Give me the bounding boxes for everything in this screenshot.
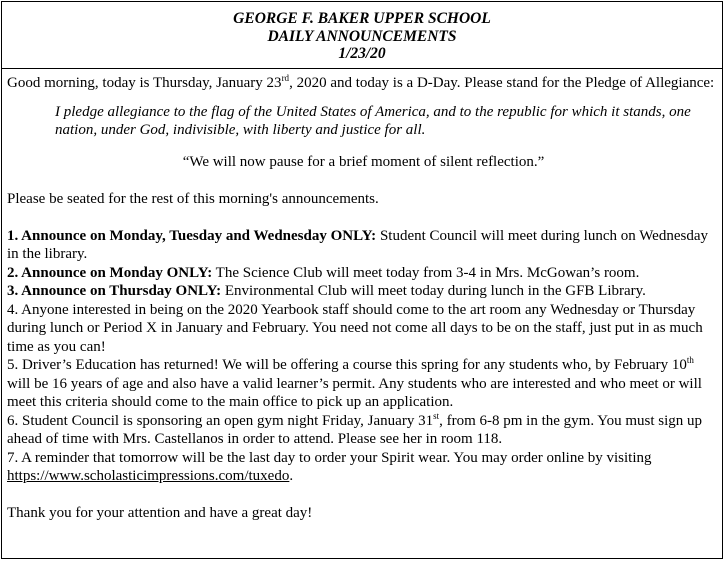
item-6-ordinal: st [433,410,440,421]
item-1-heading: 1. Announce on Monday, Tuesday and Wednesday ONLY: [7,227,377,244]
item-5-text: 5. Driver’s Education has returned! We will be offering a course this spring for any students who, by February 10 [7,357,687,373]
announcement-item-5 [7,356,720,412]
item-6-text-rest: , from 6-8 pm in the gym. You must sign up ahead of time with Mrs. Castellanos in order to attend. Please see her in room 118. [7,412,703,447]
seated-text: Please be seated for the rest of this morning's announcements. [7,190,379,207]
announcement-item-2 [7,264,720,283]
announcement-item-4: 4. Anyone interested in being on the 2020 Yearbook staff should come to the art room any Wednesday or Thursday during lunch or Period X in January and February. You need not come all days to be on the staff, just put in as much time as you can! [7,301,703,355]
announcement-item-1 [7,227,720,264]
intro-paragraph [7,74,720,93]
pledge-text: I pledge allegiance to the flag of the United States of America, and to the republic for which it stands, one nation, under God, indivisible, with liberty and justice for all. [55,103,691,138]
intro-ordinal: rd [281,73,290,83]
item-5-text-rest: will be 16 years of age and also have a valid learner’s permit. Any students who are interested and who meet or will meet this criteria should come to the main office to pick up an application. [7,375,702,410]
document-title: DAILY ANNOUNCEMENTS [267,27,457,45]
spirit-wear-link[interactable]: https://www.scholasticimpressions.com/tuxedo [7,468,290,484]
item-6-text: 6. Student Council is sponsoring an open gym night Friday, January 31 [7,412,434,429]
item-2-heading: 2. Announce on Monday ONLY: [7,264,213,281]
announcement-item-3 [7,282,720,301]
intro-text: Good morning, today is Thursday, January 23 [7,75,282,91]
announcement-item-7 [7,449,720,486]
closing-text: Thank you for your attention and have a great day! [7,505,313,521]
announcement-body [7,74,720,523]
school-name: GEORGE F. BAKER UPPER SCHOOL [233,10,491,27]
item-5-ordinal: th [686,355,694,365]
item-3-text: Environmental Club will meet today during lunch in the GFB Library. [221,283,646,299]
item-7-text: 7. A reminder that tomorrow will be the last day to order your Spirit wear. You may order online by visiting [7,449,652,466]
item-7-end: . [289,468,294,484]
document-date: 1/23/20 [338,45,386,62]
announcement-item-6 [7,412,720,449]
header [2,2,722,69]
item-1-text: Student Council will meet during lunch on Wednesday in the library. [7,227,708,262]
intro-text-rest: , 2020 and today is a D-Day. Please stand for the Pledge of Allegiance: [289,75,715,91]
reflection-text: “We will now pause for a brief moment of silent reflection.” [182,153,545,170]
item-3-heading: 3. Announce on Thursday ONLY: [7,283,222,299]
item-2-text: The Science Club will meet today from 3-4 in Mrs. McGowan’s room. [212,264,640,281]
